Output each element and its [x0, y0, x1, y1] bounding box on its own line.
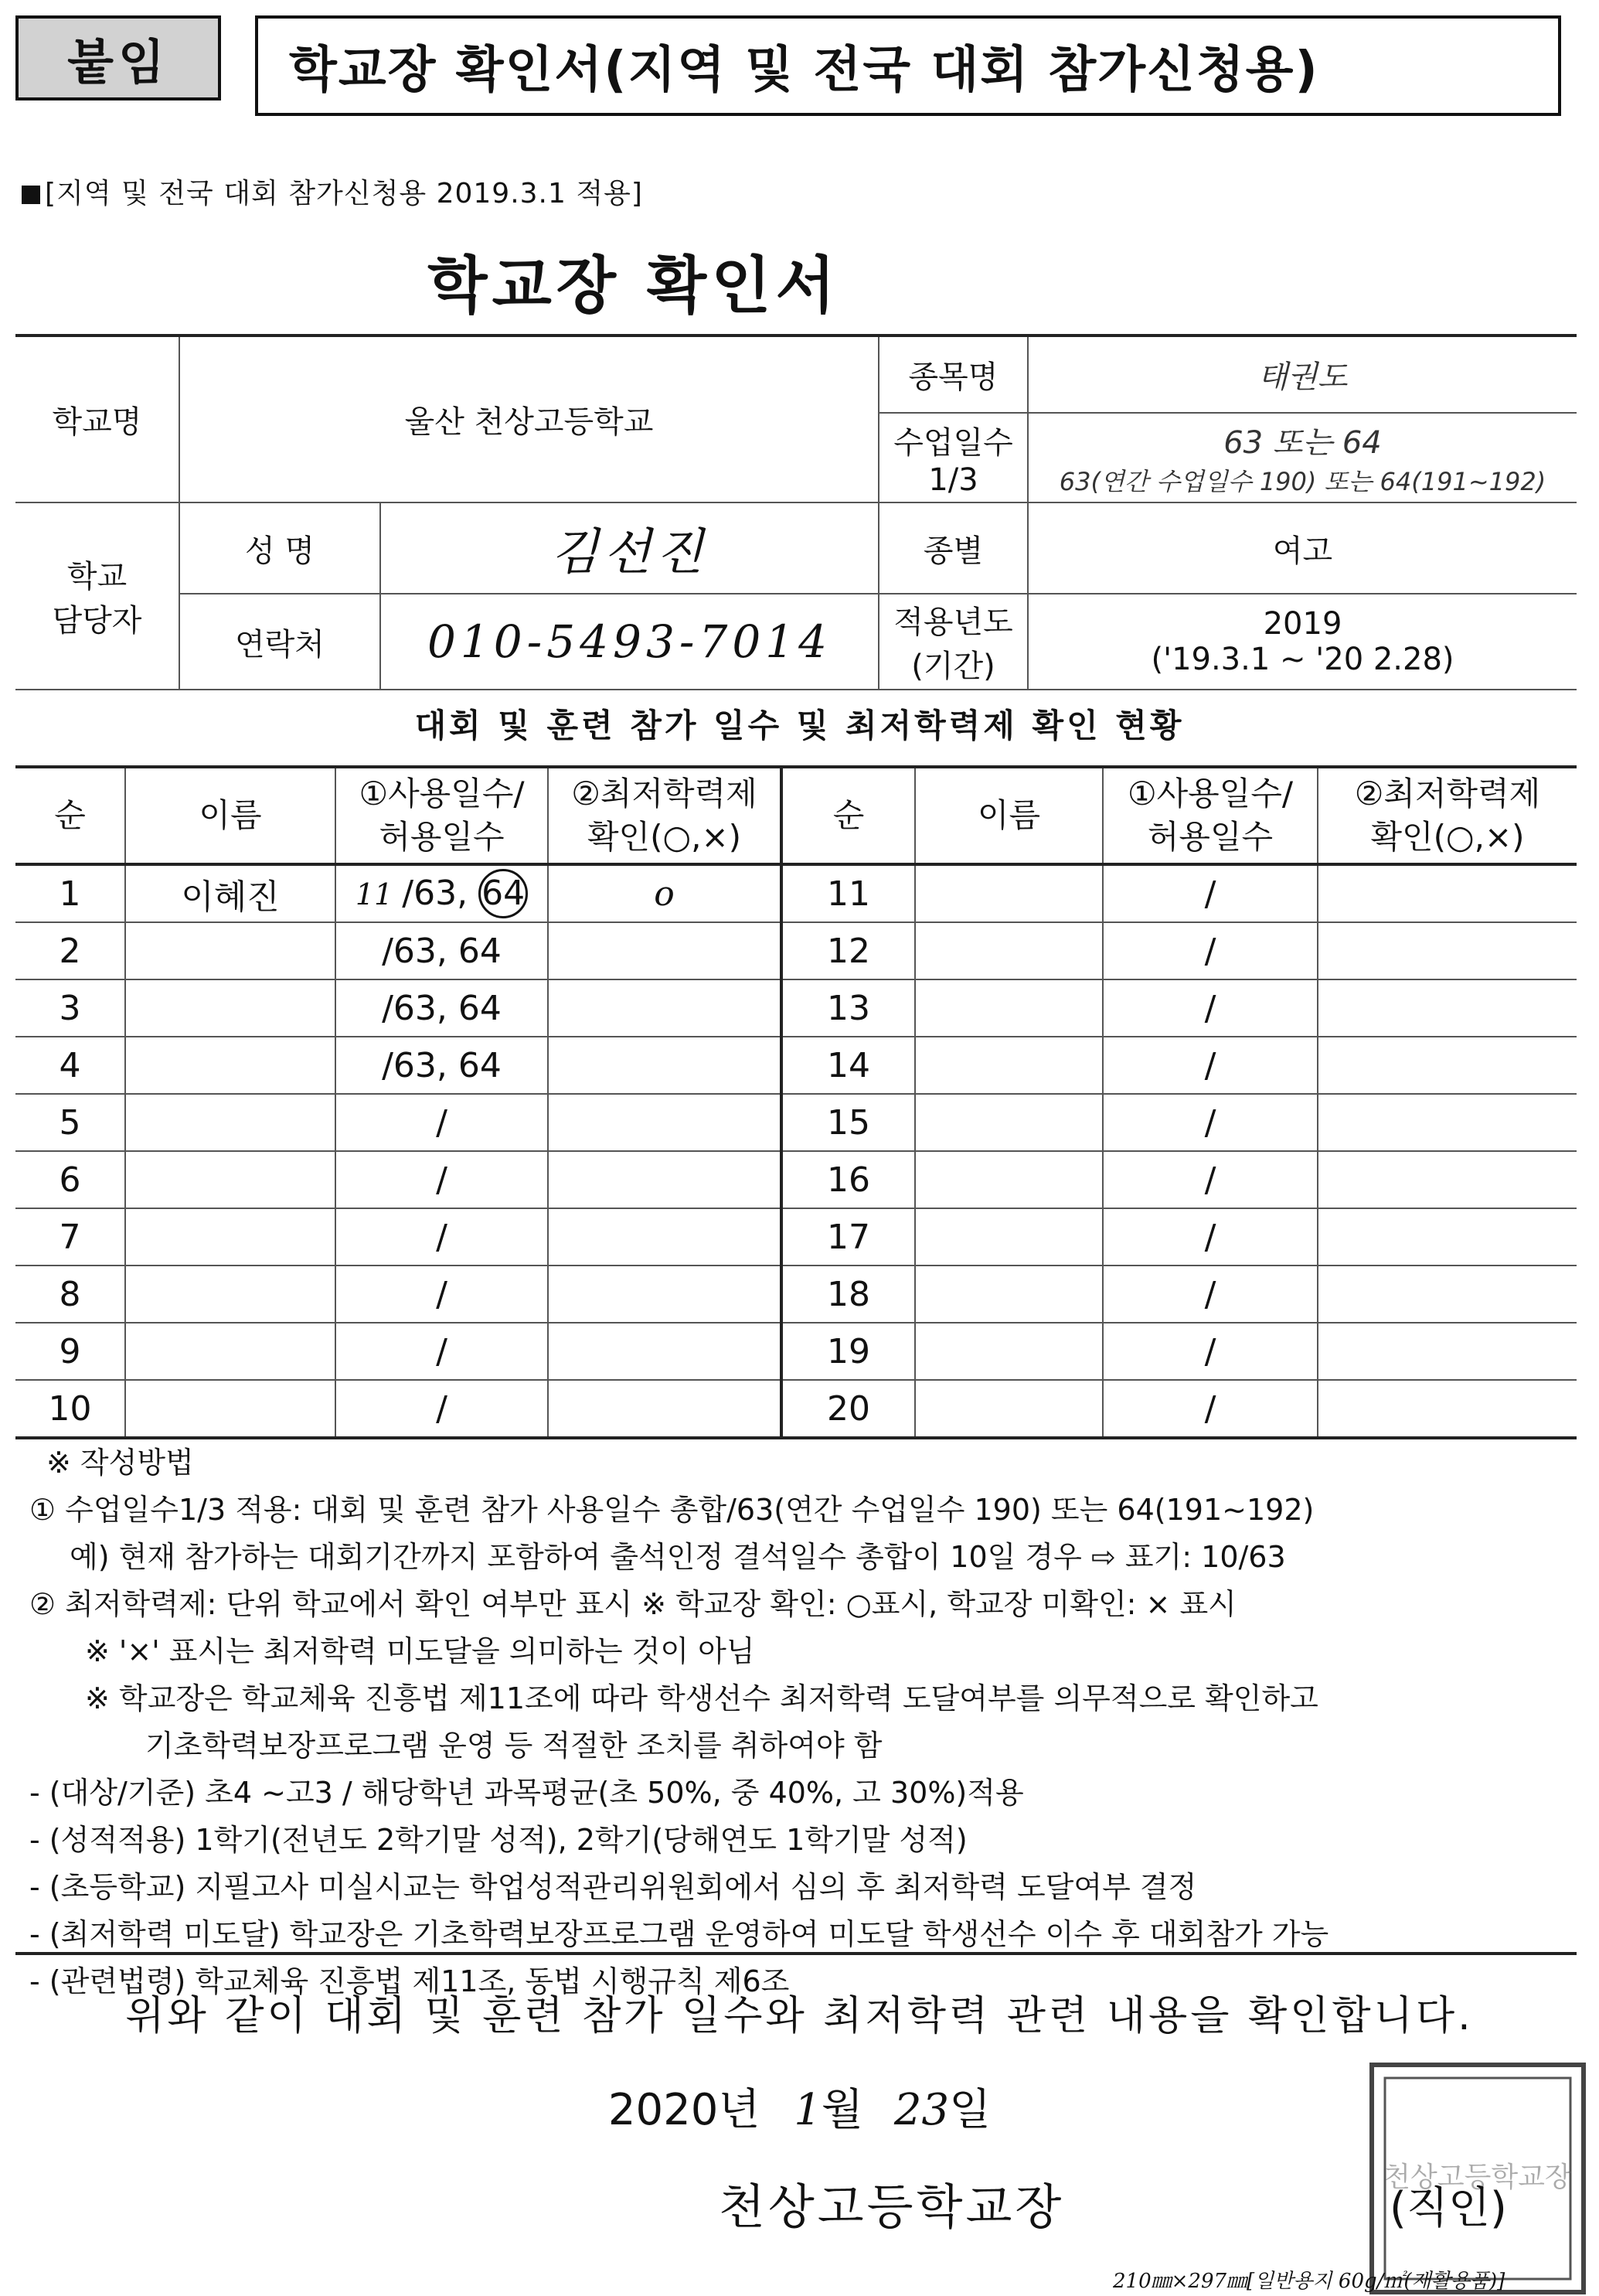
table-row: [15, 1380, 1577, 1438]
row-no-right: 18: [781, 1266, 915, 1323]
row-allowed-b: 64: [458, 988, 502, 1028]
header-confirm-line2: 확인(○,×): [587, 818, 742, 856]
row-days-right: /: [1103, 864, 1318, 922]
attachment-tag: 붙임: [15, 15, 221, 100]
name-label: 성 명: [179, 502, 380, 594]
category-value: 여고: [1028, 502, 1577, 594]
note-2-a: ※ '×' 표시는 최저학력 미도달을 의미하는 것이 아님: [85, 1634, 755, 1668]
header-days: [335, 767, 548, 864]
row-confirm-right: [1318, 1208, 1577, 1266]
note-2: ② 최저학력제: 단위 학교에서 확인 여부만 표시 ※ 학교장 확인: ○표시, 학교장 미확인: × 표시: [29, 1587, 1237, 1621]
row-days-right: /: [1103, 922, 1318, 979]
row-name: [125, 1151, 335, 1208]
days-value-line1: 63 또는 64: [1223, 424, 1382, 461]
contact-person-label-line2: 담당자: [52, 603, 142, 639]
row-no: 3: [15, 979, 125, 1037]
year-value-line1: 2019: [1263, 606, 1342, 642]
row-name-right: [915, 1266, 1103, 1323]
row-days: [335, 922, 548, 979]
row-no-right: 12: [781, 922, 915, 979]
header-days-right-line1: ①사용일수/: [1127, 775, 1294, 812]
row-allowed-a: /: [436, 1160, 447, 1200]
row-confirm-right: [1318, 1266, 1577, 1323]
header-confirm-right: [1318, 767, 1577, 864]
header-confirm-right-line2: 확인(○,×): [1370, 818, 1525, 856]
row-days: [335, 1037, 548, 1094]
info-table: [15, 334, 1577, 690]
header-no: 순: [15, 767, 125, 864]
row-name: [125, 1380, 335, 1438]
table-row: [15, 1208, 1577, 1266]
row-confirm: [548, 1208, 781, 1266]
header-no-right: 순: [781, 767, 915, 864]
row-no: 7: [15, 1208, 125, 1266]
row-allowed-b: 64: [458, 931, 502, 971]
note-detail-3: - (초등학교) 지필고사 미실시교는 학업성적관리위원회에서 심의 후 최저학력 도달여부 결정: [29, 1870, 1197, 1904]
days-label-line1: 수업일수: [893, 424, 1013, 461]
row-name: [125, 1208, 335, 1266]
year-label-line1: 적용년도: [893, 605, 1013, 640]
date-day-unit: 일: [949, 2085, 992, 2135]
row-days-right: /: [1103, 1380, 1318, 1438]
row-no-right: 20: [781, 1380, 915, 1438]
row-confirm: [548, 1323, 781, 1380]
row-name-right: [915, 1094, 1103, 1151]
note-1: ① 수업일수1/3 적용: 대회 및 훈련 참가 사용일수 총합/63(연간 수업일수 190) 또는 64(191~192): [29, 1493, 1315, 1527]
row-allowed-a: /63,: [382, 988, 447, 1028]
note-detail-1: - (대상/기준) 초4 ~고3 / 해당학년 과목평균(초 50%, 중 40%, 고 30%)적용: [29, 1776, 1024, 1810]
row-confirm-right: [1318, 1323, 1577, 1380]
seal-text: 천상고등학교장: [1383, 2161, 1572, 2193]
row-allowed-b-circled: 64: [478, 869, 528, 918]
row-no: 8: [15, 1266, 125, 1323]
note-detail-4: - (최저학력 미도달) 학교장은 기초학력보장프로그램 운영하여 미도달 학생선수 이수 후 대회참가 가능: [29, 1917, 1329, 1951]
row-days: [335, 1151, 548, 1208]
row-days: [335, 1094, 548, 1151]
year-label-line2: (기간): [911, 649, 995, 684]
notes-heading: ※ 작성방법: [46, 1446, 194, 1480]
paper-spec-footer: 210㎜×297㎜[일반용지 60g/㎡(재활용품)]: [1113, 2270, 1505, 2293]
contact-person-label-line1: 학교: [66, 559, 128, 594]
row-no-right: 16: [781, 1151, 915, 1208]
row-name-right: [915, 1380, 1103, 1438]
row-confirm-right: [1318, 864, 1577, 922]
header-name: 이름: [125, 767, 335, 864]
row-confirm-right: [1318, 1094, 1577, 1151]
phone-value: 010-5493-7014: [380, 594, 879, 690]
category-label: 종별: [879, 502, 1028, 594]
notes-section: [29, 1439, 1583, 2005]
row-name-right: [915, 864, 1103, 922]
notes-divider: [15, 1952, 1577, 1955]
header-days-line1: ①사용일수/: [359, 775, 525, 812]
row-name-right: [915, 1323, 1103, 1380]
name-value: 김선진: [380, 502, 879, 594]
note-detail-2: - (성적적용) 1학기(전년도 2학기말 성적), 2학기(당해연도 1학기말 성적): [29, 1823, 968, 1857]
row-no-right: 15: [781, 1094, 915, 1151]
row-no: 9: [15, 1323, 125, 1380]
days-value: [1028, 413, 1577, 502]
days-label-line2: 1/3: [928, 462, 978, 498]
apply-line: [22, 172, 643, 211]
row-allowed-a: /: [436, 1102, 447, 1143]
year-label: [879, 594, 1028, 690]
row-confirm: [548, 1037, 781, 1094]
row-allowed-a: /63,: [402, 874, 468, 913]
row-confirm: [548, 1151, 781, 1208]
year-value: [1028, 594, 1577, 690]
phone-label: 연락처: [179, 594, 380, 690]
row-days: [335, 1208, 548, 1266]
row-allowed-a: /: [436, 1331, 447, 1371]
row-days: [335, 979, 548, 1037]
table-row: [15, 1094, 1577, 1151]
confirmation-statement: 위와 같이 대회 및 훈련 참가 일수와 최저학력 관련 내용을 확인합니다.: [125, 1993, 1474, 2039]
row-confirm: [548, 922, 781, 979]
row-days-right: /: [1103, 1208, 1318, 1266]
note-2-b1: ※ 학교장은 학교체육 진흥법 제11조에 따라 학생선수 최저학력 도달여부를 의무적으로 확인하고: [85, 1681, 1318, 1715]
row-name: [125, 979, 335, 1037]
table-row: [15, 1151, 1577, 1208]
row-name: 이혜진: [125, 864, 335, 922]
note-2-b2: 기초학력보장프로그램 운영 등 적절한 조치를 취하여야 함: [145, 1729, 883, 1763]
sport-label: 종목명: [879, 336, 1028, 413]
row-no-right: 11: [781, 864, 915, 922]
row-days-right: /: [1103, 1323, 1318, 1380]
row-used-days: 11: [355, 877, 393, 911]
row-name: [125, 1037, 335, 1094]
row-allowed-a: /: [436, 1274, 447, 1314]
row-no-right: 14: [781, 1037, 915, 1094]
table-row: [15, 1323, 1577, 1380]
row-name: [125, 1094, 335, 1151]
header-confirm: [548, 767, 781, 864]
table-row: [15, 922, 1577, 979]
row-confirm: [548, 1266, 781, 1323]
table-row: [15, 1037, 1577, 1094]
participants-header-row: [15, 767, 1577, 864]
school-value: 울산 천상고등학교: [179, 336, 879, 502]
days-value-line2: 63(연간 수업일수 190) 또는 64(191~192): [1059, 466, 1546, 496]
row-allowed-a: /63,: [382, 1045, 447, 1085]
header-confirm-line1: ②최저학력제: [571, 775, 757, 812]
row-days: [335, 864, 548, 922]
date-month-unit: 월: [821, 2085, 863, 2135]
row-confirm-right: [1318, 1037, 1577, 1094]
row-no: 10: [15, 1380, 125, 1438]
row-days: [335, 1323, 548, 1380]
row-days-right: /: [1103, 1266, 1318, 1323]
row-confirm-right: [1318, 979, 1577, 1037]
row-no: 5: [15, 1094, 125, 1151]
seal-note: (직인): [1390, 2183, 1507, 2233]
header-days-line2: 허용일수: [379, 818, 505, 856]
row-allowed-a: /63,: [382, 931, 447, 971]
row-days-right: /: [1103, 1037, 1318, 1094]
participants-body: [15, 864, 1577, 1438]
date-line: [0, 2076, 1599, 2138]
row-no-right: 17: [781, 1208, 915, 1266]
row-allowed-a: /: [436, 1388, 447, 1429]
square-bullet-icon: [22, 186, 40, 204]
row-confirm: [548, 979, 781, 1037]
header-days-right: [1103, 767, 1318, 864]
row-allowed-b: 64: [458, 1045, 502, 1085]
row-confirm-right: [1318, 922, 1577, 979]
note-detail-5: - (관련법령) 학교체육 진흥법 제11조, 동법 시행규칙 제6조: [29, 1964, 790, 1998]
year-period: ('19.3.1 ~ '20 2.28): [1151, 642, 1454, 677]
row-days: [335, 1380, 548, 1438]
principal-signature-line: 천상고등학교장: [719, 2178, 1065, 2235]
row-name-right: [915, 922, 1103, 979]
row-days-right: /: [1103, 1151, 1318, 1208]
row-confirm: [548, 1380, 781, 1438]
table-row: [15, 979, 1577, 1037]
apply-line-text: [지역 및 전국 대회 참가신청용 2019.3.1 적용]: [45, 178, 643, 210]
row-days-right: /: [1103, 1094, 1318, 1151]
row-name-right: [915, 1208, 1103, 1266]
row-no-right: 19: [781, 1323, 915, 1380]
participants-table: [15, 765, 1577, 1439]
row-name: [125, 1323, 335, 1380]
row-no: 1: [15, 864, 125, 922]
row-days-right: /: [1103, 979, 1318, 1037]
header-title: 학교장 확인서(지역 및 전국 대회 참가신청용): [255, 15, 1561, 116]
date-year: 2020년: [607, 2085, 760, 2135]
table-row: [15, 864, 1577, 922]
row-confirm: o: [548, 864, 781, 922]
header-confirm-right-line1: ②최저학력제: [1354, 775, 1541, 812]
row-name-right: [915, 979, 1103, 1037]
row-confirm: [548, 1094, 781, 1151]
document-title: 학교장 확인서: [427, 250, 840, 322]
sport-value: 태권도: [1028, 336, 1577, 413]
row-no: 4: [15, 1037, 125, 1094]
row-name: [125, 922, 335, 979]
header-name-right: 이름: [915, 767, 1103, 864]
contact-person-label: [15, 502, 179, 690]
row-no: 2: [15, 922, 125, 979]
row-allowed-a: /: [436, 1217, 447, 1257]
row-confirm-right: [1318, 1380, 1577, 1438]
section-title: 대회 및 훈련 참가 일수 및 최저학력제 확인 현황: [414, 707, 1185, 744]
table-row: [15, 1266, 1577, 1323]
note-1-example: 예) 현재 참가하는 대회기간까지 포함하여 출석인정 결석일수 총합이 10일 경우 ⇨ 표기: 10/63: [70, 1540, 1286, 1574]
row-no: 6: [15, 1151, 125, 1208]
date-day: 23: [893, 2085, 950, 2135]
date-month: 1: [794, 2085, 822, 2135]
row-name-right: [915, 1151, 1103, 1208]
row-name: [125, 1266, 335, 1323]
school-label: 학교명: [15, 336, 179, 502]
row-days: [335, 1266, 548, 1323]
row-name-right: [915, 1037, 1103, 1094]
header-days-right-line2: 허용일수: [1147, 818, 1274, 856]
row-confirm-right: [1318, 1151, 1577, 1208]
days-label: [879, 413, 1028, 502]
row-no-right: 13: [781, 979, 915, 1037]
